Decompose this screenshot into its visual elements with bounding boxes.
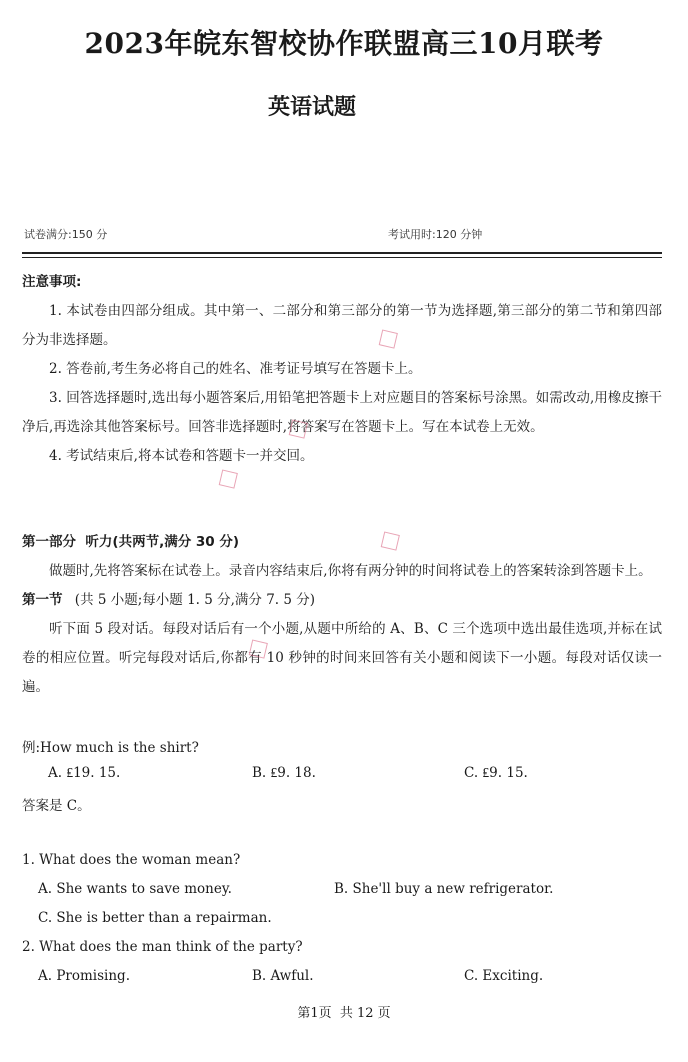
section1-heading-line [22, 586, 662, 615]
question-1-option-a: A. She wants to save money. [38, 881, 232, 897]
full-score: 试卷满分:150 分 [24, 228, 108, 241]
example-answer: 答案是 C。 [22, 798, 91, 814]
part1-intro: 做题时,先将答案标在试卷上。录音内容结束后,你将有两分钟的时间将试卷上的答案转涂到答题卡上。 [49, 563, 652, 579]
subject-title: 英语试题 [267, 95, 356, 120]
notice-item-4: 4. 考试结束后,将本试卷和答题卡一并交回。 [49, 448, 314, 464]
question-1: 1. What does the woman mean? [22, 852, 241, 868]
part1-heading: 第一部分 听力(共两节,满分 30 分) [22, 534, 240, 550]
example-option-b: B. ₤9. 18. [252, 765, 316, 781]
question-1-option-b: B. She'll buy a new refrigerator. [334, 881, 554, 897]
question-2-option-a: A. Promising. [38, 968, 130, 984]
example-option-a: A. ₤19. 15. [48, 765, 121, 781]
question-2-option-b: B. Awful. [252, 968, 314, 984]
section1-note: (共 5 小题;每小题 1. 5 分,满分 7. 5 分) [74, 592, 316, 608]
question-1-option-c: C. She is better than a repairman. [38, 910, 272, 926]
notice-item-2: 2. 答卷前,考生务必将自己的姓名、准考证号填写在答题卡上。 [49, 361, 422, 377]
notice-section [22, 268, 662, 471]
section1-intro: 听下面 5 段对话。每段对话后有一个小题,从题中所给的 A、B、C 三个选项中选出最佳选项,并标在试卷的相应位置。听完每段对话后,你都有 10 秒钟的时间来回答有关小题和阅读下一小题。每段对话仅读一遍。 [22, 621, 662, 695]
notice-item-1: 1. 本试卷由四部分组成。其中第一、二部分和第三部分的第一节为选择题,第三部分的第二节和第四部分为非选择题。 [22, 303, 662, 348]
question-2: 2. What does the man think of the party? [22, 939, 303, 955]
exam-time: 考试用时:120 分钟 [388, 228, 483, 241]
header-rule-thin [22, 257, 662, 258]
notice-heading: 注意事项: [22, 274, 82, 290]
page-footer: 第1页 共 12 页 [297, 1006, 391, 1021]
notice-item-3: 3. 回答选择题时,选出每小题答案后,用铅笔把答题卡上对应题目的答案标号涂黑。如需改动,用橡皮擦干净后,再选涂其他答案标号。回答非选择题时,将答案写在答题卡上。写在本试卷上无效。 [22, 390, 662, 435]
question-2-option-c: C. Exciting. [464, 968, 544, 984]
section1-heading: 第一节 [22, 592, 63, 608]
header-rule-thick [22, 252, 662, 254]
example-question: 例:How much is the shirt? [22, 740, 199, 756]
example-option-c: C. ₤9. 15. [464, 765, 528, 781]
exam-title: 2023年皖东智校协作联盟高三10月联考 [84, 27, 604, 60]
part1-section [22, 528, 662, 702]
